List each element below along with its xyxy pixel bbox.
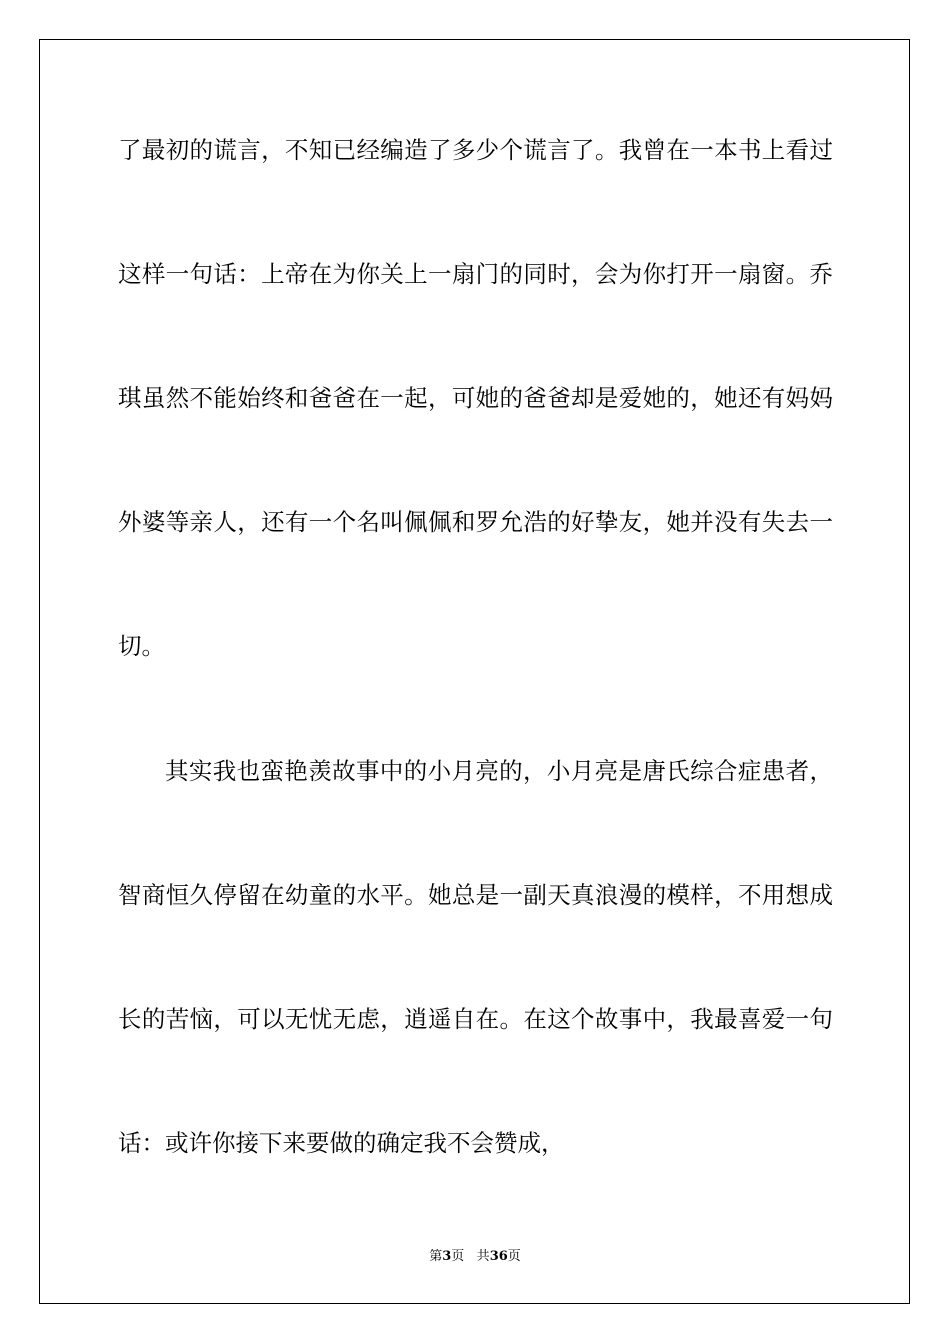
page-border: [39, 39, 910, 1304]
text-line: 切。: [118, 632, 165, 660]
text-line: 话：或许你接下来要做的确定我不会赞成，: [118, 1129, 565, 1157]
text-line: 外婆等亲人，还有一个名叫佩佩和罗允浩的好挚友，她并没有失去一: [118, 508, 833, 536]
total-pages: 36: [489, 1249, 508, 1264]
text-line: 了最初的谎言，不知已经编造了多少个谎言了。我曾在一本书上看过: [118, 136, 833, 164]
paragraph-first-line: 其实我也蛮艳羡故事中的小月亮的，小月亮是唐氏综合症患者，: [165, 757, 833, 785]
text-line: 琪虽然不能始终和爸爸在一起，可她的爸爸却是爱她的，她还有妈妈: [118, 384, 833, 412]
total-prefix: 共: [476, 1249, 490, 1264]
page-suffix: 页: [451, 1249, 465, 1264]
text-line: 长的苦恼，可以无忧无虑，逍遥自在。在这个故事中，我最喜爱一句: [118, 1005, 833, 1033]
total-suffix: 页: [507, 1249, 521, 1264]
page-footer: [0, 1248, 950, 1266]
text-line: 智商恒久停留在幼童的水平。她总是一副天真浪漫的模样，不用想成: [118, 881, 833, 909]
page-number: 3: [442, 1249, 452, 1264]
text-line: 这样一句话：上帝在为你关上一扇门的同时，会为你打开一扇窗。乔: [118, 260, 833, 288]
page-prefix: 第: [429, 1249, 443, 1264]
